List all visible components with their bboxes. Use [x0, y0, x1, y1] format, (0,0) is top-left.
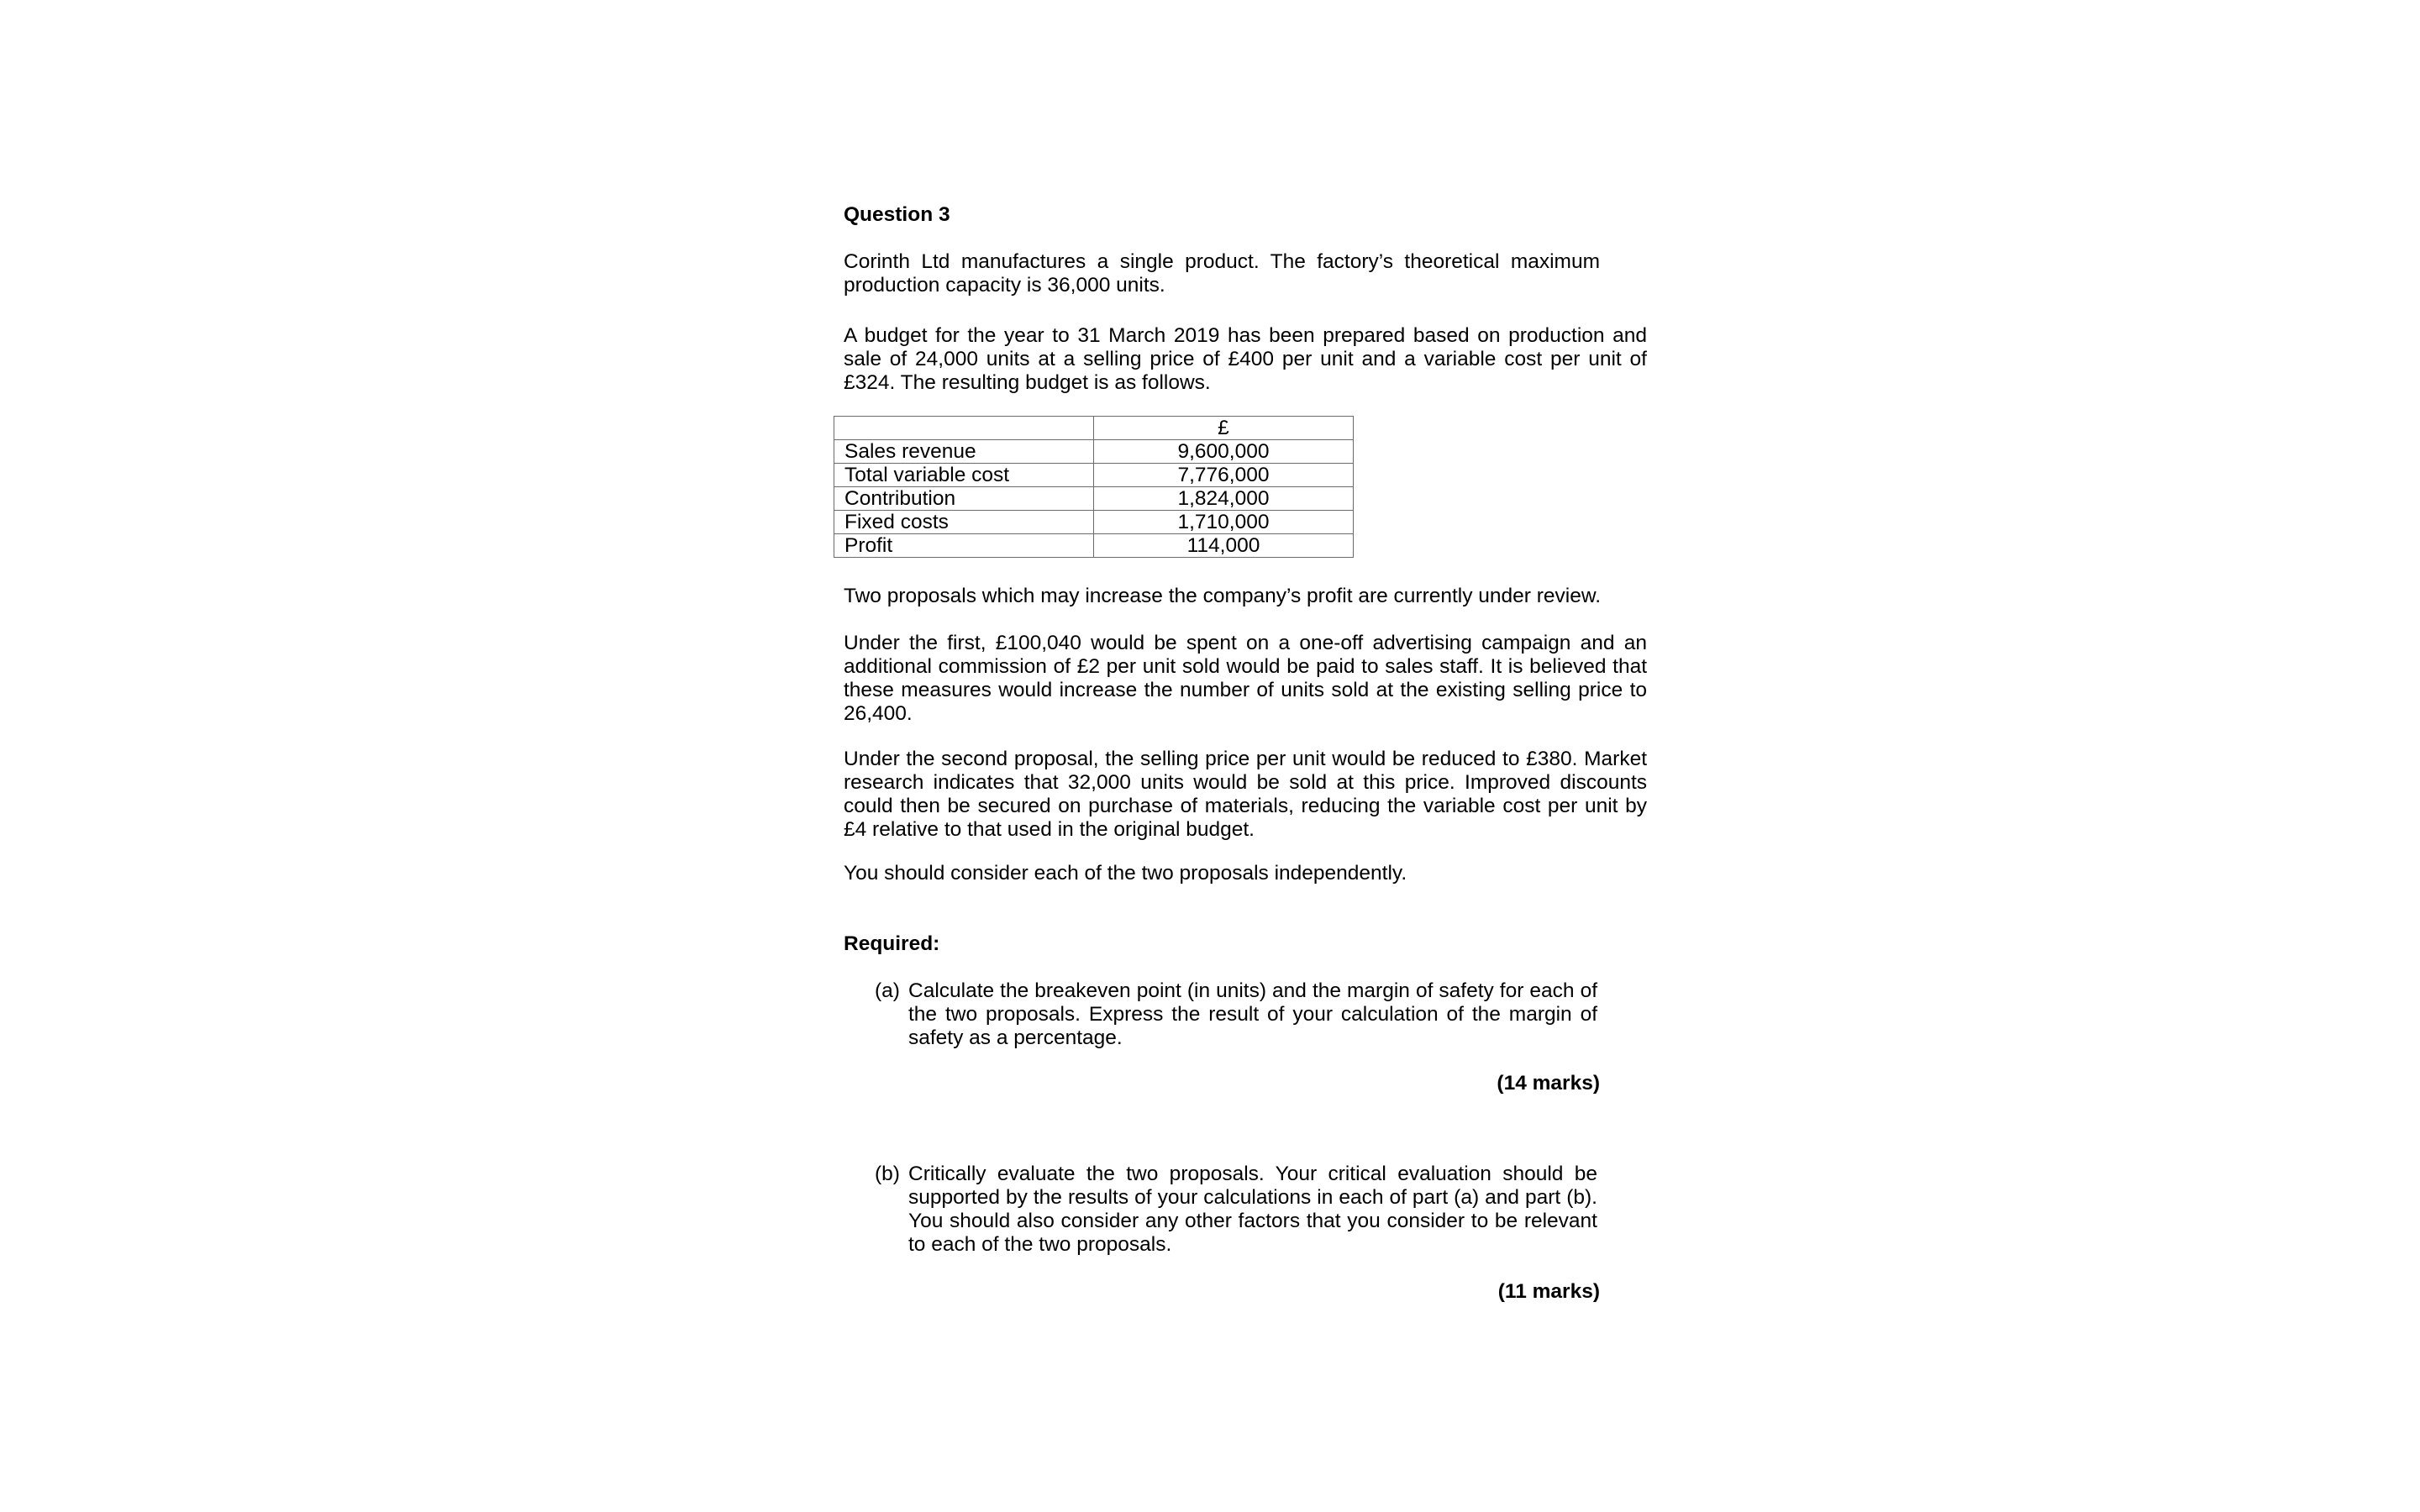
row-label: Contribution: [834, 487, 1094, 511]
budget-paragraph: A budget for the year to 31 March 2019 has been prepared based on production and sale of 24,000 units at a selling price of £400 per unit and a variable cost per unit of £324. The resulting budget is as follows.: [844, 324, 1647, 394]
table-row: [834, 440, 1354, 464]
row-amount: 1,710,000: [1094, 511, 1354, 534]
table-row: [834, 487, 1354, 511]
row-label: Profit: [834, 534, 1094, 558]
table-header-empty: [834, 417, 1094, 440]
question-title: Question 3: [844, 203, 950, 226]
row-amount: 9,600,000: [1094, 440, 1354, 464]
currency-header: £: [1094, 417, 1354, 440]
part-a-marks: (14 marks): [1497, 1072, 1600, 1095]
row-amount: 7,776,000: [1094, 464, 1354, 487]
proposals-intro: Two proposals which may increase the company’s profit are currently under review.: [844, 585, 1602, 607]
budget-table: [834, 416, 1354, 558]
row-amount: 114,000: [1094, 534, 1354, 558]
part-b-text: Critically evaluate the two proposals. Your critical evaluation should be supported by the results of your calculations in each of part (a) and part (b). You should also consider any other factors that you consider to be relevant to each of the two proposals.: [908, 1163, 1597, 1256]
row-label: Total variable cost: [834, 464, 1094, 487]
part-b-letter: (b): [875, 1163, 900, 1185]
intro-paragraph: Corinth Ltd manufactures a single product. The factory’s theoretical maximum production capacity is 36,000 units.: [844, 250, 1600, 297]
required-heading: Required:: [844, 932, 940, 955]
table-row: [834, 534, 1354, 558]
table-row: [834, 511, 1354, 534]
first-proposal-paragraph: Under the first, £100,040 would be spent on a one-off advertising campaign and an additional commission of £2 per unit sold would be paid to sales staff. It is believed that these measures would increase the number of units sold at the existing selling price to 26,400.: [844, 632, 1647, 725]
independence-note: You should consider each of the two proposals independently.: [844, 862, 1407, 885]
part-a-text: Calculate the breakeven point (in units) and the margin of safety for each of the two proposals. Express the result of your calculation of the margin of safety as a percentage.: [908, 979, 1597, 1049]
part-b-marks: (11 marks): [1497, 1280, 1600, 1303]
part-b: [875, 1163, 1597, 1257]
table-row: [834, 464, 1354, 487]
table-header-row: [834, 417, 1354, 440]
part-a-letter: (a): [875, 979, 900, 1002]
row-label: Fixed costs: [834, 511, 1094, 534]
row-amount: 1,824,000: [1094, 487, 1354, 511]
second-proposal-paragraph: Under the second proposal, the selling price per unit would be reduced to £380. Market research indicates that 32,000 units would be sold at this price. Improved discounts could then be secured on purchase of materials, reducing the variable cost per unit by £4 relative to that used in the original budget.: [844, 748, 1647, 841]
part-a: [875, 979, 1597, 1050]
row-label: Sales revenue: [834, 440, 1094, 464]
